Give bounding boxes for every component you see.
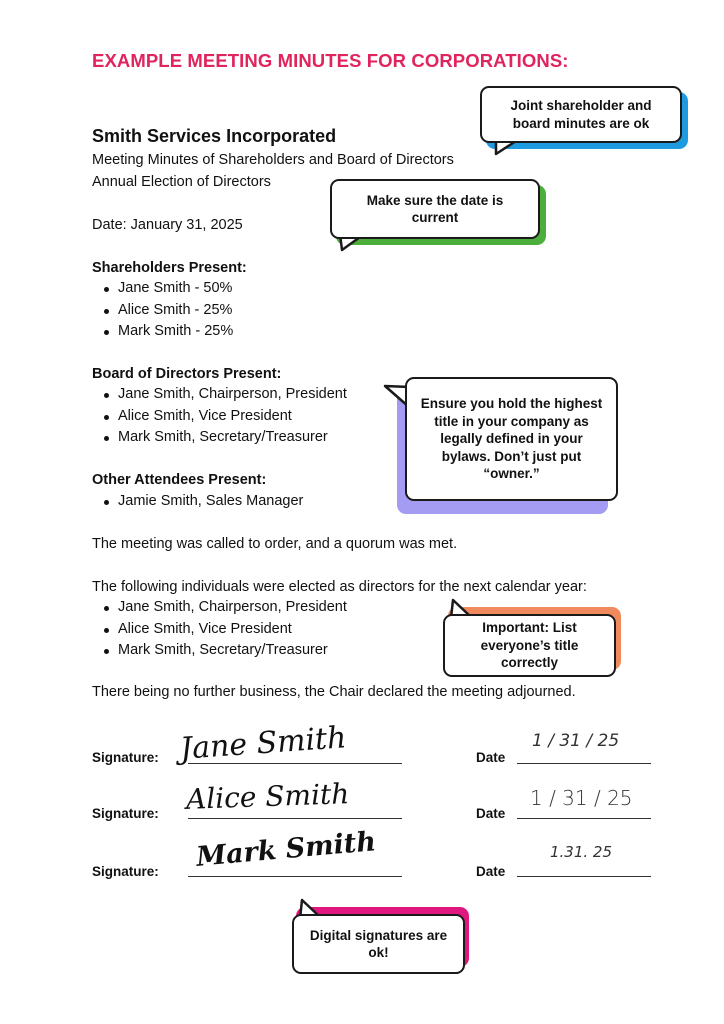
date-label: Date — [476, 864, 506, 879]
signature-jane-smith: Jane Smith — [178, 720, 348, 767]
callout-text: Ensure you hold the highest title in your company as legally defined in your bylaws. Don’t just put “owner.” — [405, 377, 618, 501]
called-to-order-text: The meeting was called to order, and a quorum was met. — [92, 536, 458, 552]
signature-label: Signature: — [92, 864, 159, 879]
handwritten-date: 1 / 31 / 25 — [532, 731, 620, 751]
signature-line — [188, 763, 402, 764]
other-attendees-list — [92, 491, 303, 513]
list-item: Mark Smith, Secretary/Treasurer — [92, 427, 347, 449]
signature-line — [188, 818, 402, 819]
handwritten-date: 1 / 31 / 25 — [530, 786, 633, 810]
signature-line — [188, 876, 402, 877]
signature-alice-smith: Alice Smith — [185, 777, 350, 816]
subtitle-meeting-minutes: Meeting Minutes of Shareholders and Board of Directors — [92, 152, 454, 168]
signature-label: Signature: — [92, 806, 159, 821]
callout-tail — [292, 914, 293, 915]
signature-label: Signature: — [92, 750, 159, 765]
date-line — [517, 876, 651, 877]
list-item: Jane Smith - 50% — [92, 278, 233, 300]
adjourned-text: There being no further business, the Chair declared the meeting adjourned. — [92, 684, 576, 700]
elected-intro-text: The following individuals were elected as directors for the next calendar year: — [92, 579, 587, 595]
list-item: Alice Smith, Vice President — [92, 619, 347, 641]
subtitle-annual-election: Annual Election of Directors — [92, 174, 271, 190]
page-title: EXAMPLE MEETING MINUTES FOR CORPORATIONS: — [92, 50, 569, 71]
callout-tail — [330, 179, 331, 180]
board-heading: Board of Directors Present: — [92, 366, 282, 382]
date-line — [517, 763, 651, 764]
list-item: Jamie Smith, Sales Manager — [92, 491, 303, 513]
handwritten-date: 1.31. 25 — [550, 843, 613, 861]
list-item: Alice Smith, Vice President — [92, 406, 347, 428]
elected-list — [92, 597, 347, 662]
callout-text: Digital signatures are ok! — [292, 914, 465, 974]
meeting-date: Date: January 31, 2025 — [92, 217, 243, 233]
signature-mark-smith: Mark Smith — [194, 826, 378, 873]
other-attendees-heading: Other Attendees Present: — [92, 472, 267, 488]
callout-text: Important: List everyone’s title correctly — [443, 614, 616, 677]
shareholders-heading: Shareholders Present: — [92, 260, 247, 276]
callout-tail — [480, 86, 481, 87]
list-item: Jane Smith, Chairperson, President — [92, 597, 347, 619]
list-item: Mark Smith - 25% — [92, 321, 233, 343]
date-line — [517, 818, 651, 819]
board-list — [92, 384, 347, 449]
callout-text: Joint shareholder and board minutes are ok — [480, 86, 682, 143]
list-item: Jane Smith, Chairperson, President — [92, 384, 347, 406]
date-label: Date — [476, 806, 506, 821]
list-item: Mark Smith, Secretary/Treasurer — [92, 640, 347, 662]
callout-tail — [443, 614, 444, 615]
date-label: Date — [476, 750, 506, 765]
callout-text: Make sure the date is current — [330, 179, 540, 239]
callout-tail — [405, 377, 406, 378]
shareholders-list — [92, 278, 233, 343]
list-item: Alice Smith - 25% — [92, 300, 233, 322]
company-name: Smith Services Incorporated — [92, 126, 337, 146]
